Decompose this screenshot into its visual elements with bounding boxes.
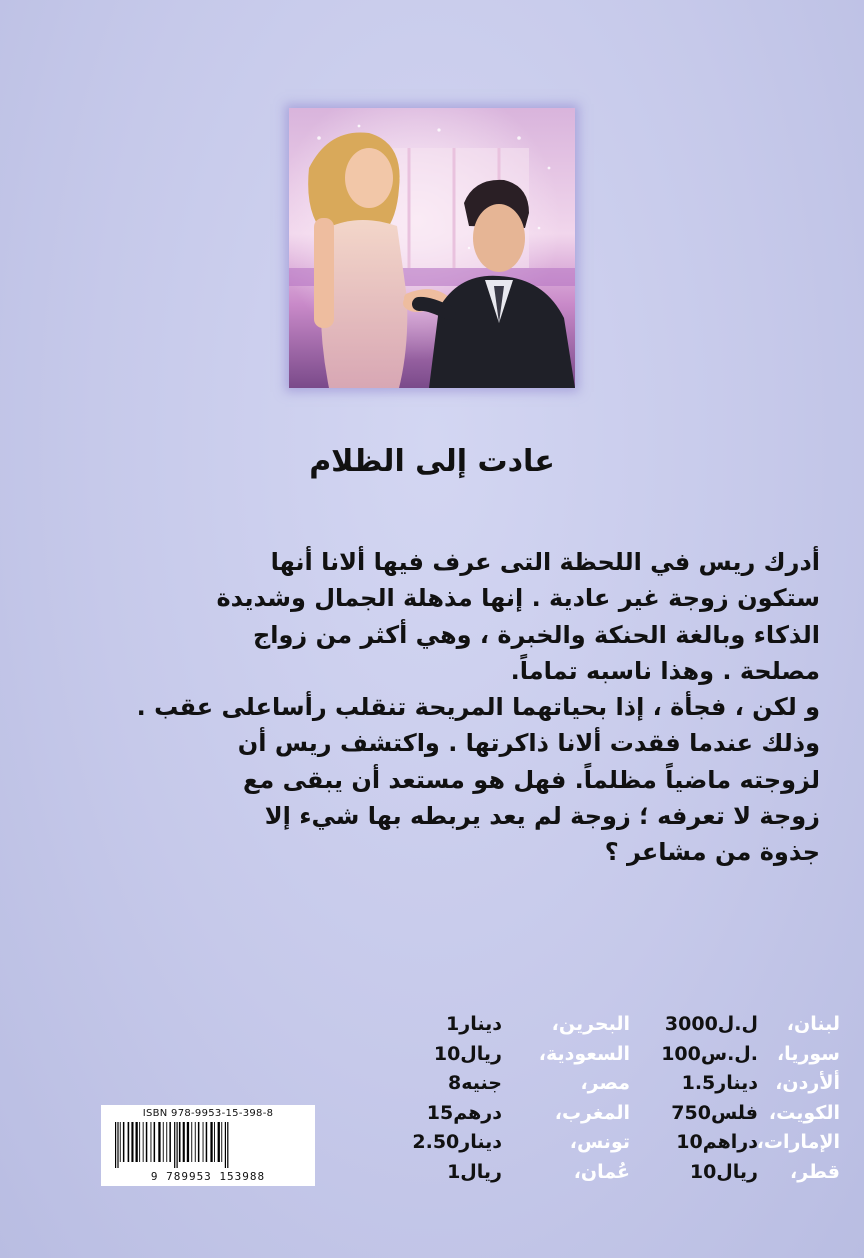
barcode-bar (146, 1122, 148, 1162)
barcode-bar (225, 1122, 226, 1168)
price-value: 8جنيه (448, 1072, 502, 1094)
blurb-line: لزوجته ماضياً مظلماً. فهل هو مستعد أن يبقى مع (243, 765, 820, 794)
price-country: الكويت، (768, 1101, 840, 1124)
barcode-bar (187, 1122, 189, 1162)
blurb-line: الذكاء وبالغة الحنكة والخبرة ، وهي أكثر من زواج (252, 620, 820, 649)
price-value: 1.5دينار (681, 1072, 758, 1094)
barcode-bar (143, 1122, 144, 1162)
price-row (400, 1128, 840, 1158)
barcode-bar (169, 1122, 171, 1162)
barcode-bar (191, 1122, 192, 1162)
price-country: الإمارات، (756, 1131, 840, 1153)
price-value: 100ل.س. (661, 1042, 758, 1065)
barcode-bar (210, 1122, 212, 1162)
barcode-bar (136, 1122, 138, 1162)
barcode-bar (128, 1122, 130, 1162)
barcode-bar (227, 1122, 228, 1168)
barcode-bar (179, 1122, 181, 1162)
barcode-bar (158, 1122, 160, 1162)
price-value: 10ريال (433, 1042, 502, 1065)
blurb-line: جذوة من مشاعر ؟ (604, 838, 820, 867)
price-country: تونس، (569, 1131, 630, 1153)
price-value: 15درهم (426, 1101, 502, 1124)
barcode-bar (195, 1122, 196, 1162)
blurb-line: أدرك ريس في اللحظة التى عرف فيها ألانا أنها (270, 548, 820, 576)
price-country: سوريا، (776, 1042, 840, 1065)
barcode-bar (214, 1122, 215, 1162)
blurb-line: ستكون زوجة غير عادية . إنها مذهلة الجمال وشديدة (216, 584, 820, 613)
barcode-bar (131, 1122, 133, 1162)
price-row (400, 1099, 840, 1129)
barcode-bar (183, 1122, 185, 1162)
barcode-bar (139, 1122, 140, 1162)
blurb-line: وذلك عندما فقدت ألانا ذاكرتها . واكتشف ريس أن (237, 729, 820, 758)
price-country: مصر، (580, 1072, 630, 1094)
price-row (400, 1010, 840, 1040)
price-value: 2.50دينار (412, 1131, 502, 1153)
isbn-number: ISBN 978-9953-15-398-8 (142, 1108, 274, 1119)
price-country: ألأردن، (775, 1072, 840, 1094)
book-title: عادت إلى الظلام (309, 444, 555, 479)
barcode-bar (177, 1122, 178, 1168)
price-row (400, 1069, 840, 1099)
price-value: 1دينار (446, 1013, 502, 1035)
barcode-bar (117, 1122, 118, 1168)
barcode-bar (120, 1122, 121, 1162)
blurb-line: مصلحة . وهذا ناسبه تماماً. (510, 656, 820, 685)
isbn-barcode (101, 1105, 315, 1186)
blurb-line: و لكن ، فجأة ، إذا بحياتهما المريحة تنقلب رأساعلى عقب . (136, 693, 820, 722)
price-value: 750فلس (671, 1101, 758, 1124)
barcode-bar (166, 1122, 167, 1162)
barcode-bar (123, 1122, 125, 1162)
barcode-bar (203, 1122, 204, 1162)
price-country: قطر، (790, 1160, 840, 1183)
barcode-bar (221, 1122, 222, 1162)
price-row (400, 1040, 840, 1070)
cover-photo-illustration (289, 108, 575, 388)
barcode-bar (174, 1122, 175, 1168)
price-country: لبنان، (786, 1013, 840, 1035)
price-value: 1ريال (447, 1160, 502, 1183)
barcode-bar (151, 1122, 152, 1162)
barcode-bar (154, 1122, 156, 1162)
price-country: السعودية، (538, 1042, 630, 1065)
barcode-bar (163, 1122, 164, 1162)
blurb-line: زوجة لا تعرفه ؛ زوجة لم يعد يربطه بها شيء إلا (264, 802, 820, 831)
barcode-bar (198, 1122, 200, 1162)
price-country: عُمان، (573, 1160, 630, 1183)
price-country: البحرين، (551, 1013, 630, 1035)
price-value: 3000ل.ل (664, 1013, 758, 1035)
barcode-bar (218, 1122, 220, 1162)
price-value: 10دراهم (676, 1131, 758, 1153)
price-country: المغرب، (554, 1101, 630, 1124)
blurb-text (96, 544, 820, 871)
barcode-digits: 9 789953 153988 (150, 1170, 266, 1183)
price-row (400, 1158, 840, 1188)
barcode-bars (113, 1122, 303, 1168)
barcode-bar (115, 1122, 116, 1168)
price-list (400, 1010, 840, 1187)
barcode-bar (206, 1122, 208, 1162)
cover-photo (289, 108, 575, 388)
price-value: 10ريال (689, 1160, 758, 1183)
